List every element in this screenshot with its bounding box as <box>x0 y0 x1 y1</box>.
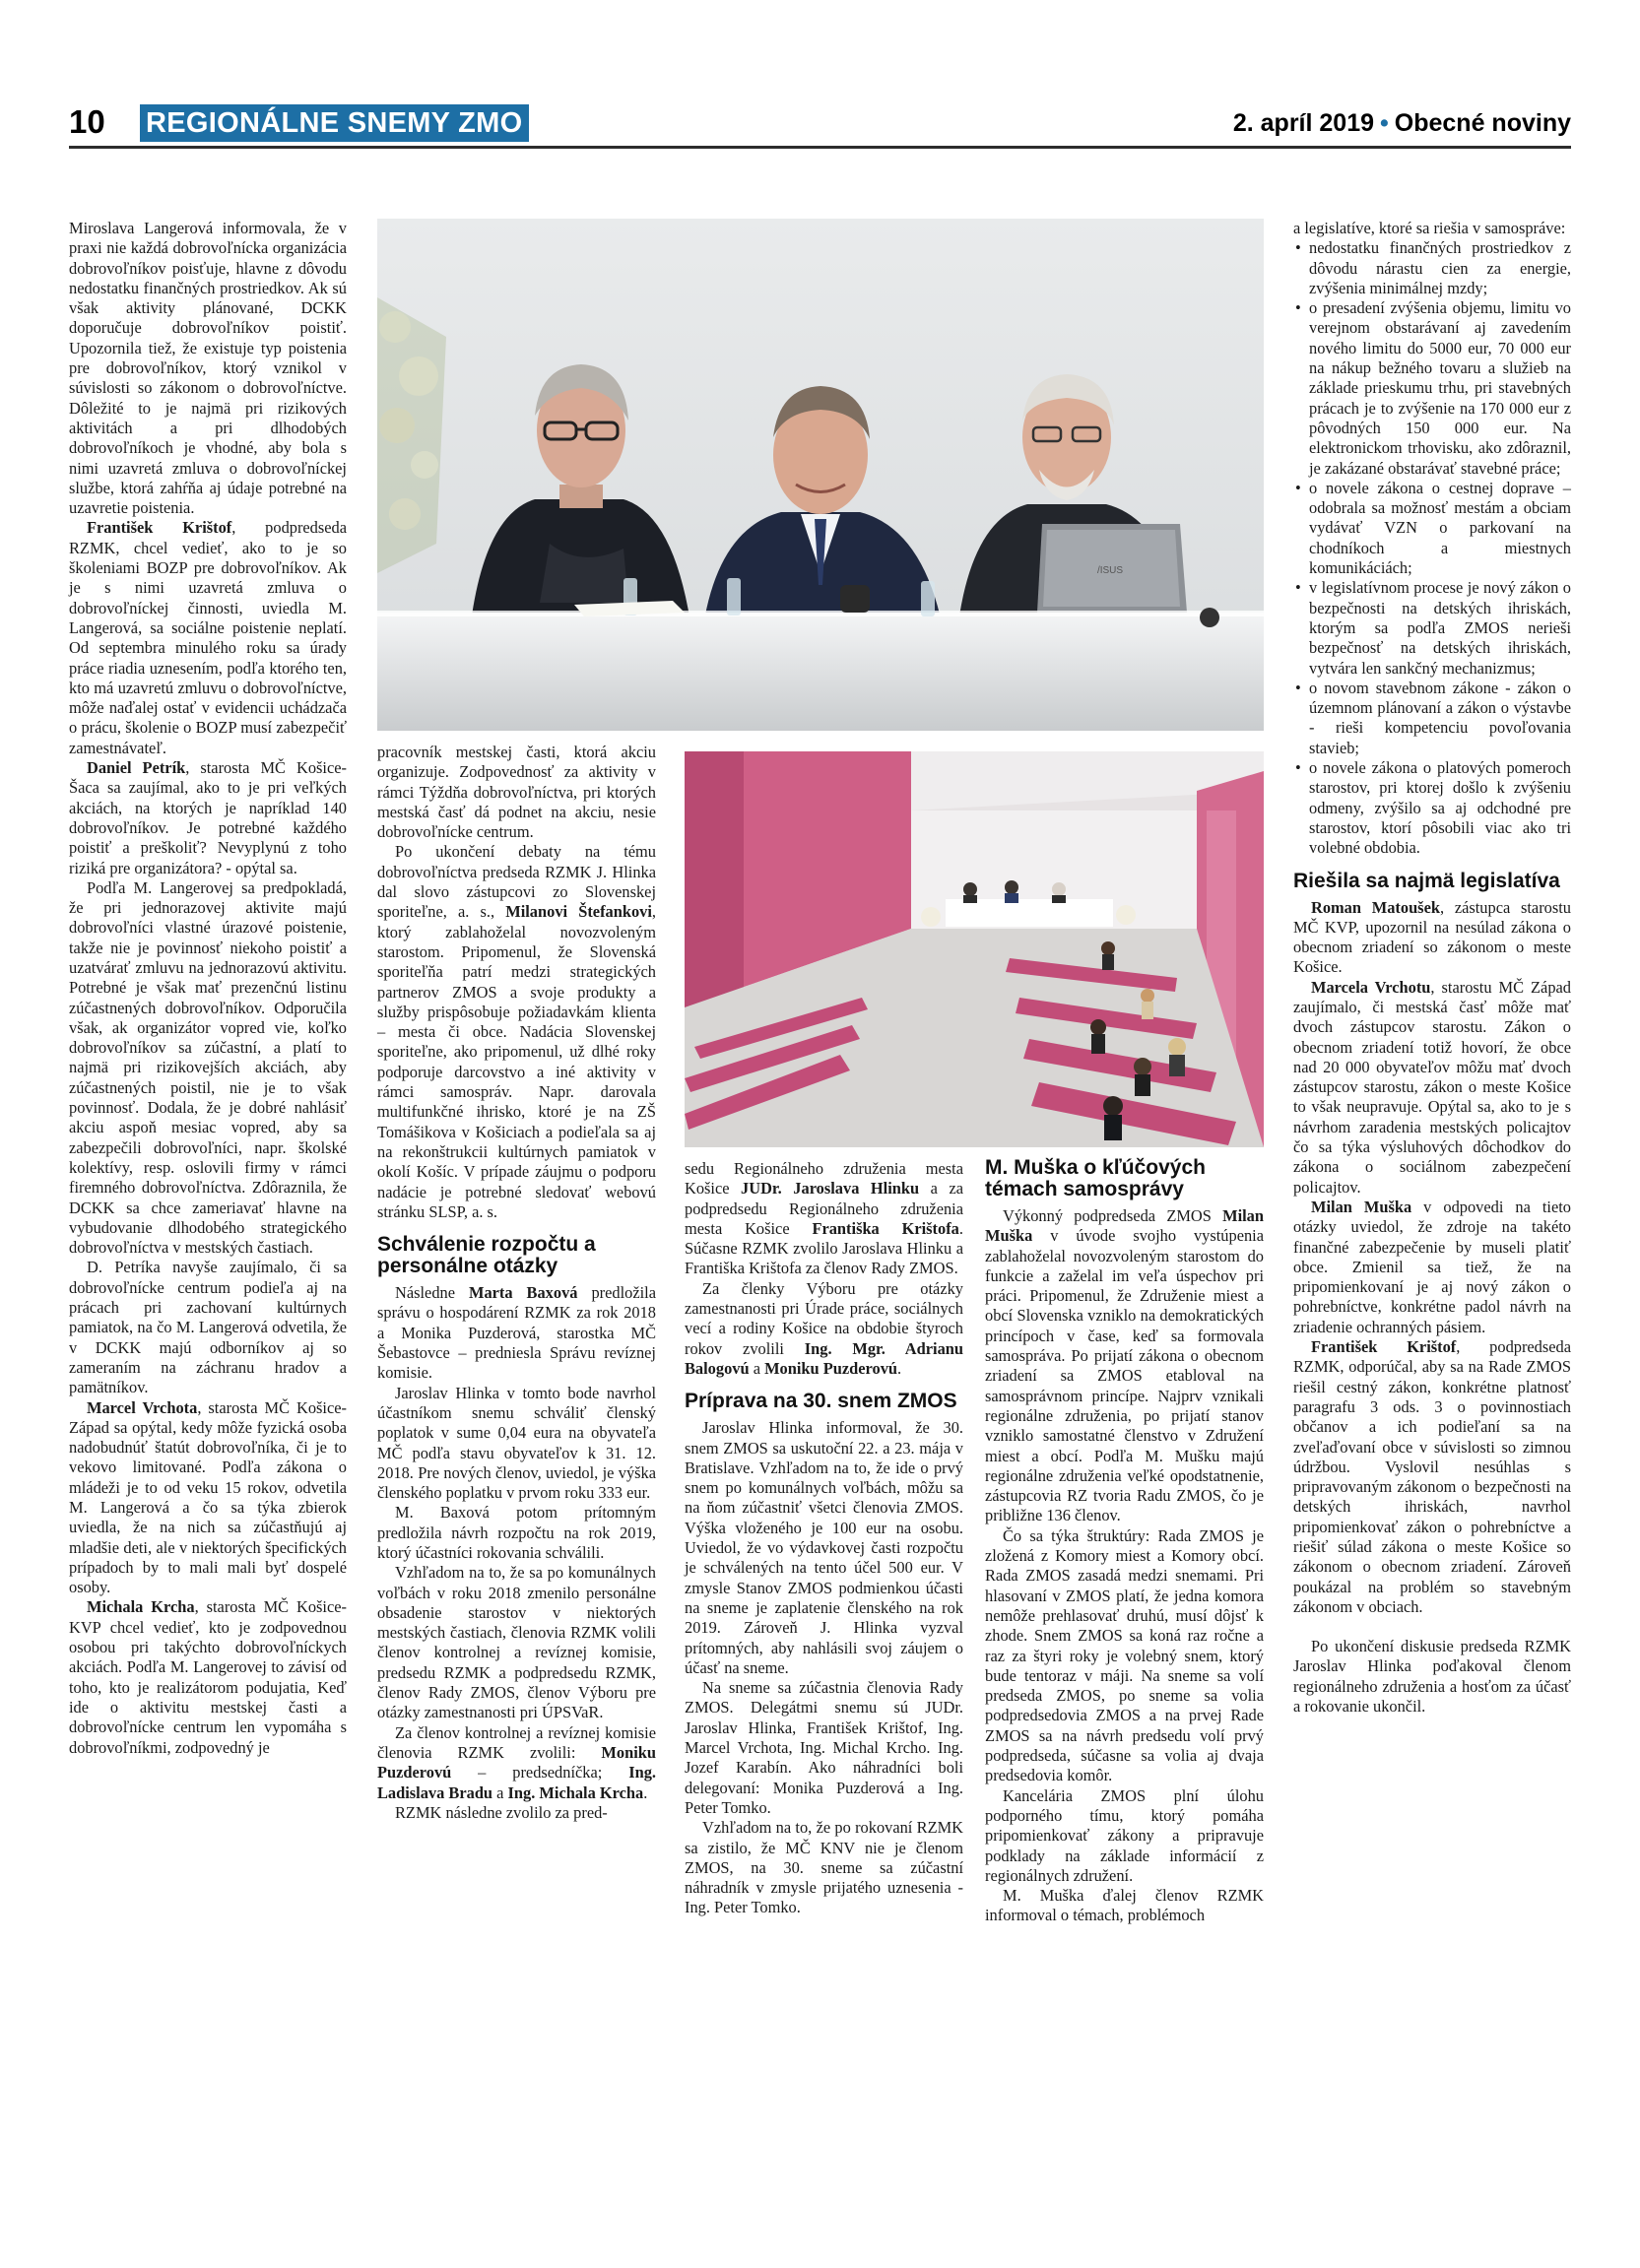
paragraph <box>685 1159 963 1279</box>
paragraph-text: Po ukončení debaty na tému dobrovoľníctva predseda RZMK J. Hlinka dal slovo zástupcovi zo Slovenskej sporiteľne, a. s., <box>377 842 656 922</box>
paragraph <box>69 518 347 758</box>
paragraph-text: , podpredseda RZMK, chcel vedieť, ako to je so školeniami BOZP pre dobrovoľníkov. Ak je s nimi uzavretá zmluva o dobrovoľníckej činnosti, uviedla M. Langerová, sa sociálne poistenie neplatí. Od septembra minulého roku sa úrady práce riadia uznesením, podľa ktorého ten, kto má uzavretú zmluvu o dobrovoľníctve, môže naďalej ostať v evidencii uchádzača o prácu, školenie o BOZP musí zabezpečiť zamestnávateľ. <box>69 518 348 757</box>
subheading: M. Muška o kľúčových témach samosprávy <box>985 1156 1206 1200</box>
person-name: Ing. Mgr. Adrianu Balogovú <box>685 1338 963 1378</box>
section-title: REGIONÁLNE SNEMY ZMO <box>140 104 529 142</box>
paragraph <box>685 1279 963 1379</box>
panel-photo-svg <box>377 219 1264 731</box>
paragraph: Jaroslav Hlinka v tomto bode navrhol účastníkom snemu schváliť členský poplatok v sume 0,04 eura na obyvateľa MČ podľa stavu obyvateľov k 31. 12. 2018. Pre nových členov, uviedol, je výška členského poplatku v prvom roku 333 eur. <box>377 1383 656 1503</box>
speaker-name: Marcel Vrchota <box>87 1397 198 1417</box>
paragraph <box>1293 898 1571 978</box>
paragraph-text: , podpredseda RZMK, odporúčal, aby sa na Rade ZMOS riešil cestný zákon, konkrétne platnosť paragrafu 3 ods. 3 o povinnostiach občanov a ich podieľaní sa na zveľaďovaní obce v súvislosti so zimnou údržbou. Vyslovil nesúhlas s pripravovaným zákonom o bezpečnosti na detských ihriskách, navrhol pripomienkovať zákon o pohrebníctve a riešiť súlad zákona o meste Košice so zákonom o obecnom zriadení. Zároveň poukázal na problém so stavebným zákonom v obciach. <box>1293 1337 1572 1616</box>
column-5 <box>1293 219 1571 1717</box>
hall-photo-svg <box>685 751 1264 1147</box>
paragraph: Vzhľadom na to, že sa po komunálnych voľbách v roku 2018 zmenilo personálne obsadenie starostov v niektorých mestských častiach, členovia RZMK volili členov kontrolnej a revíznej komisie, predsedu RZMK a podpredsedu RZMK, členov Rady ZMOS, členov Výboru pre otázky zamestnanosti pri ÚPSVaR. <box>377 1563 656 1722</box>
paragraph-text: a za podpredsedu Regionálneho združenia mesta Košice <box>685 1179 963 1238</box>
person-name: Františka Krištofa <box>812 1218 959 1238</box>
paragraph <box>377 1723 656 1803</box>
column-4 <box>985 1157 1264 1926</box>
paragraph <box>69 758 347 878</box>
page-header <box>69 101 1571 149</box>
subheading: Schválenie rozpočtu a personálne otázky <box>377 1233 596 1278</box>
column-1 <box>69 219 347 1758</box>
separator-dot: • <box>1380 109 1389 137</box>
column-3 <box>685 1159 963 1918</box>
paragraph-text: , starosta MČ Košice-KVP chcel vedieť, kto je zodpovednou osobou pri takýchto dobrovoľníckych akciách. Podľa M. Langerovej to závisí od toho, kto je realizátorom podujatia, Keď ide o aktivitu mestskej časti a dobrovoľnícke centrum len vypomáha s dobrovoľníkmi, zodpovedný je <box>69 1597 347 1757</box>
list-item: • o novele zákona o platových pomeroch starostov, pri ktorej došlo k zvýšeniu odmeny, zvýšilo sa aj odchodné pre starostov, ktorí pôsobili viac ako tri volebné obdobia. <box>1293 758 1571 858</box>
head-table <box>946 899 1113 927</box>
paragraph: M. Muška ďalej členov RZMK informoval o témach, problémoch <box>985 1886 1264 1925</box>
speaker-name: Milanovi Štefankovi <box>505 902 652 922</box>
paragraph-text: a <box>492 1782 508 1802</box>
paragraph <box>1293 1198 1571 1337</box>
paragraph: Jaroslav Hlinka informoval, že 30. snem ZMOS sa uskutoční 22. a 23. mája v Bratislave. Vzhľadom na to, že ide o prvý snem po komunálnych voľbách, môžu sa na ňom zúčastniť všetci členovia ZMOS. Výška vloženého je 100 eur na osobu. Uviedol, že vo výdavkovej časti rozpočtu je schválených na tento účel 500 eur. V zmysle Stanov ZMOS podmienkou účasti na sneme je zaplatenie členského na rok 2019. Zároveň J. Hlinka vyzval prítomných, aby nahlásili svoj záujem o účasť na sneme. <box>685 1418 963 1677</box>
paragraph <box>1293 978 1571 1198</box>
paragraph: Kancelária ZMOS plní úlohu podporného tímu, ktorý pomáha pripomienkovať zákony a pripravuje podklady na základe informácií z regionálnych združení. <box>985 1785 1264 1885</box>
paragraph-text: , starostu MČ Západ zaujímalo, či mestská časť môže mať dvoch zástupcov starostu. Zákon o obecnom zriadení totiž hovorí, že obce nad 20 000 obyvateľov môžu mať dvoch zástupcov starostu, zákon o meste Košice to však neupravuje. Opýtal sa, ako to je s návrhom zaradenia mestských policajtov čo sa týka výsluhových dôchodkov do zákona o sociálnom zabezpečení policajtov. <box>1293 977 1571 1197</box>
paragraph: pracovník mestskej časti, ktorá akciu organizuje. Zodpovednosť za aktivity v rámci Týždňa dobrovoľníctva, pri ktorých mestská časť dá podnet na akciu, nesie dobrovoľnícke centrum. <box>377 743 656 842</box>
paragraph: Miroslava Langerová informovala, že v praxi nie každá dobrovoľnícka organizácia dobrovoľníkov poisťuje, hlavne z dôvodu nedostatku finančných prostriedkov. Ak sú však aktivity plánované, DCKK doporučuje dobrovoľníkov poistiť. Upozornila tiež, že existuje typ poistenia pre dobrovoľníkov, ktorý vznikol v súvislosti so zákonom o dobrovoľníctve. Dôležité to je najmä pri rizikových aktivitách a pri dlhodobých dobrovoľníkoch je vhodné, aby bola s nimi uzavretá zmluva o dobrovoľníckej službe, ktorá zahŕňa aj údaje potrebné na uzavretie poistenia. <box>69 219 347 518</box>
paragraph-text: . <box>897 1358 902 1378</box>
person-name: Moniku Puzderovú <box>764 1358 898 1378</box>
subheading: Príprava na 30. snem ZMOS <box>685 1390 957 1413</box>
speaker-name: Marcela Vrchotu <box>1311 977 1431 997</box>
paragraph-text: predložila správu o hospodárení RZMK za rok 2018 a Monika Puzderová, starostka MČ Šebastovce – predniesla Správu revíznej komisie. <box>377 1283 656 1383</box>
paragraph-text: . Súčasne RZMK zvolilo Jaroslava Hlinku a Františka Krištofa za členov Rady ZMOS. <box>685 1218 963 1278</box>
issue-date: 2. apríl 2019 <box>1232 109 1375 137</box>
speaker-name: Milan Muška <box>985 1206 1264 1246</box>
laptop <box>1037 524 1187 613</box>
paragraph <box>69 1597 347 1757</box>
paragraph: D. Petríka navyše zaujímalo, či sa dobrovoľnícke centrum podieľa aj na prácach pri zachovaní kultúrnych pamiatok, na čo M. Langerová odvetila, že v DCKK majú odborníkov aj so zameraním na záchranu hradov a pamätníkov. <box>69 1258 347 1397</box>
speaker-name: Daniel Petrík <box>87 758 186 778</box>
speaker-name: Marta Baxová <box>468 1283 578 1303</box>
paragraph-text: Výkonný podpredseda ZMOS <box>1003 1206 1223 1225</box>
person-name: Ing. Ladislava Bradu <box>377 1763 656 1802</box>
conference-table <box>377 613 1264 731</box>
paragraph <box>985 1206 1264 1526</box>
paragraph-text: Následne <box>395 1283 469 1303</box>
list-item: • nedostatku finančných prostriedkov z dôvodu nárastu cien za energie, zvýšenia minimálnej mzdy; <box>1293 238 1571 298</box>
person-name: Ing. Michala Krcha <box>507 1782 644 1802</box>
paragraph-text: . <box>643 1782 648 1802</box>
paragraph-text: , starosta MČ Košice-Šaca sa zaujímal, ako to je pri veľkých akciách, na ktorých je napríklad 140 dobrovoľníkov. Je potrebné každého poistiť a preškoliť? Nevyplynú z toho riziká pre organizátora? - opýtal sa. <box>69 758 347 877</box>
paragraph-text: v odpovedi na tieto otázky uviedol, že zdroje na takéto finančné zabezpečenie by museli platiť obce. Zmienil sa tiež, že na pripomienkovaní je aj nový zákon o pohrebníctve, konkrétne padol návrh na zriadenie ochranných pásiem. <box>1293 1197 1571 1336</box>
paragraph: Čo sa týka štruktúry: Rada ZMOS je zložená z Komory miest a Komory obcí. Rada ZMOS zasadá medzi snemami. Pri hlasovaní v ZMOS platí, že jedna komora nemôže prehlasovať druhú, musí dôjsť k zhode. Snem ZMOS sa koná raz ročne a raz za štyri roky je volebný snem, ktorý bude tentoraz v máji. Na sneme sa volí predseda ZMOS, po sneme sa volia podpredsedovia ZMOS a na prvej Rade ZMOS sa na návrh predsedu volí prvý podpredseda, súčasne sa volia aj dvaja predsedovia komôr. <box>985 1525 1264 1785</box>
photo-panel-speakers <box>377 219 1264 731</box>
speaker-name: Michala Krcha <box>87 1597 195 1617</box>
paragraph-text: , ktorý zablahoželal novozvoleným starostom. Pripomenul, že Slovenská sporiteľňa patrí medzi strategických partnerov ZMOS a svoje produkty a služby prispôsobuje požiadavkám klienta – mesta či obce. Nadácia Slovenskej sporiteľne, ako pripomenul, už dlhé roky podporuje darcovstvo a iné aktivity v rámci samospráv. Napr. darovala multifunkčné ihrisko, ktoré je na ZŠ Tomášikova v Košiciach a podieľala sa aj na rekonštrukcii kultúrnych pamiatok v okolí Košíc. V prípade záujmu o podporu nadácie je potrebné sledovať webovú stránku SLSP, a. s. <box>377 902 657 1221</box>
paragraph: M. Baxová potom prítomným predložila návrh rozpočtu na rok 2019, ktorý účastníci rokovania schválili. <box>377 1503 656 1562</box>
paragraph-text: , zástupca starostu MČ KVP, upozornil na nesúlad zákona o obecnom zriadení so zákonom o meste Košice. <box>1293 897 1571 977</box>
paragraph-text: v úvode svojho vystúpenia zablahoželal novozvoleným starostom do funkcie a zaželal im veľa úspechov pri práci. Pripomenul, že Združenie miest a obcí Slovenska vzniklo na demokratických princípoch v čase, keď sa formovala samospráva. Po prijatí zákona o obecnom zriadení sa ZMOS etabloval na samosprávnom princípe. Najprv vznikali regionálne združenia, po prijatí stanov vzniklo samostatné členstvo v Združení miest a obcí. Podľa M. Mušku majú regionálne združenia veľké opodstatnenie, zástupcovia RZ tvoria Radu ZMOS, čo je približne 136 členov. <box>985 1226 1264 1525</box>
paragraph-text: sedu Regionálneho združenia mesta Košice <box>685 1159 963 1199</box>
paragraph <box>1293 1337 1571 1617</box>
paragraph: Na sneme sa zúčastnia členovia Rady ZMOS. Delegátmi snemu sú JUDr. Jaroslav Hlinka, František Krištof, Ing. Marcel Vrchota, Ing. Michal Krcho. Ing. Jozef Karabín. Ako náhradníci boli delegovaní: Monika Puzderová a Ing. Peter Tomko. <box>685 1678 963 1817</box>
speaker-name: František Krištof <box>87 518 232 538</box>
paragraph: Vzhľadom na to, že po rokovaní RZMK sa zistilo, že MČ KNV nie je členom ZMOS, na 30. sneme sa zúčastní náhradník v zmysle prijatého uznesenia - Ing. Peter Tomko. <box>685 1818 963 1917</box>
list-item: • v legislatívnom procese je nový zákon o bezpečnosti na detských ihriskách, ktorým sa podľa ZMOS nerieši bezpečnosť na detských ihriskách, vytvára len sankčný mechanizmus; <box>1293 578 1571 678</box>
paragraph-text: Za členky Výboru pre otázky zamestnanosti pri Úrade práce, sociálnych vecí a rodiny Košice na obdobie štyroch rokov zvolili <box>685 1278 963 1358</box>
paragraph: Po ukončení diskusie predseda RZMK Jaroslav Hlinka poďakoval členom regionálneho združenia a hosťom za účasť a rokovanie ukončil. <box>1293 1637 1571 1717</box>
speaker-name: František Krištof <box>1311 1337 1457 1357</box>
column-2 <box>377 743 656 1823</box>
paragraph <box>377 842 656 1222</box>
paragraph-text: a <box>749 1358 765 1378</box>
photo-conference-hall <box>685 751 1264 1147</box>
flower-decoration <box>377 297 446 573</box>
paragraph-text: , starosta MČ Košice-Západ sa opýtal, kedy môže fyzická osoba nadobudnúť štatút dobrovoľníka, či je to vekovo limitované. Podľa zákona o mládeži je to od veku 15 rokov, odvetila M. Langerová a čo sa týka zbierok uviedla, že na nich sa zúčastňujú aj mladšie deti, ale v niektorých špecifických prípadoch by to mali mali byť dospelé osoby. <box>69 1397 347 1597</box>
paragraph <box>377 1283 656 1383</box>
paragraph: Podľa M. Langerovej sa predpokladá, že pri jednorazovej aktivite majú dobrovoľníci vlastné úrazové poistenie, takže nie je povinnosť niekoho poistiť a uzatvárať zmluvu na jednorazovú aktivitu. Potrebné je však mať prezenčnú listinu zúčastnených dobrovoľníkov. Odporučila však, ak organizátor vopred vie, koľko dobrovoľníkov sa zúčastní, a platí to najmä pri rizikovejších akciách, aby zúčastnených poistil, nie je to však povinnosť. Dodala, že je dobré nahlásiť akciu aspoň mesiac vopred, aby sa zabezpečili dobrovoľníci, napr. školské kolektívy, resp. oslovili firmy v rámci firemného dobrovoľníctva. Zdôraznila, že DCKK sa chce zameriavať hlavne na vybudovanie dlhodobého strategického dobrovoľníctva v mestských častiach. <box>69 877 347 1258</box>
speaker-name: Roman Matoušek <box>1311 897 1440 917</box>
list-item: • o novele zákona o cestnej doprave – odobrala sa možnosť mestám a obciam vydávať VZN o parkovaní na chodníkoch a miestnych komunikáciách; <box>1293 479 1571 578</box>
asus-logo-icon: /ISUS <box>1096 565 1124 576</box>
speaker-name: Milan Muška <box>1311 1197 1412 1216</box>
list-item: • o presadení zvýšenia objemu, limitu vo verejnom obstarávaní aj zavedením nového limitu do 5000 eur, 70 000 eur na nákup bežného tovaru a služieb na základe prieskumu trhu, pri stavebných prácach je to zvýšenie na 170 000 eur z pôvodných 150 000 eur. Na elektronickom trhovisku, ako zdôraznil, je zakázané obstarávať stavebné práce; <box>1293 298 1571 479</box>
list-item: • o novom stavebnom zákone - zákon o územnom plánovaní a zákon o výstavbe - rieši kompetenciu povoľovania stavieb; <box>1293 679 1571 758</box>
microphone <box>1200 608 1219 627</box>
publication-name: Obecné noviny <box>1394 109 1571 137</box>
subheading: Riešila sa najmä legislatíva <box>1293 869 1560 892</box>
paragraph: RZMK následne zvolilo za pred- <box>395 1802 608 1822</box>
paragraph <box>69 1398 347 1598</box>
paragraph-text: Za členov kontrolnej a revíznej komisie členovia RZMK zvolili: <box>377 1722 656 1762</box>
paragraph-text: – predsedníčka; <box>451 1763 629 1782</box>
paragraph: a legislatíve, ktoré sa riešia v samospráve: <box>1293 219 1566 237</box>
person-name: Moniku Puzderovú <box>377 1742 656 1782</box>
topics-list <box>1293 238 1571 858</box>
person-name: JUDr. Jaroslava Hlinku <box>741 1179 920 1199</box>
dateline <box>1233 109 1571 138</box>
page-number: 10 <box>69 103 105 140</box>
